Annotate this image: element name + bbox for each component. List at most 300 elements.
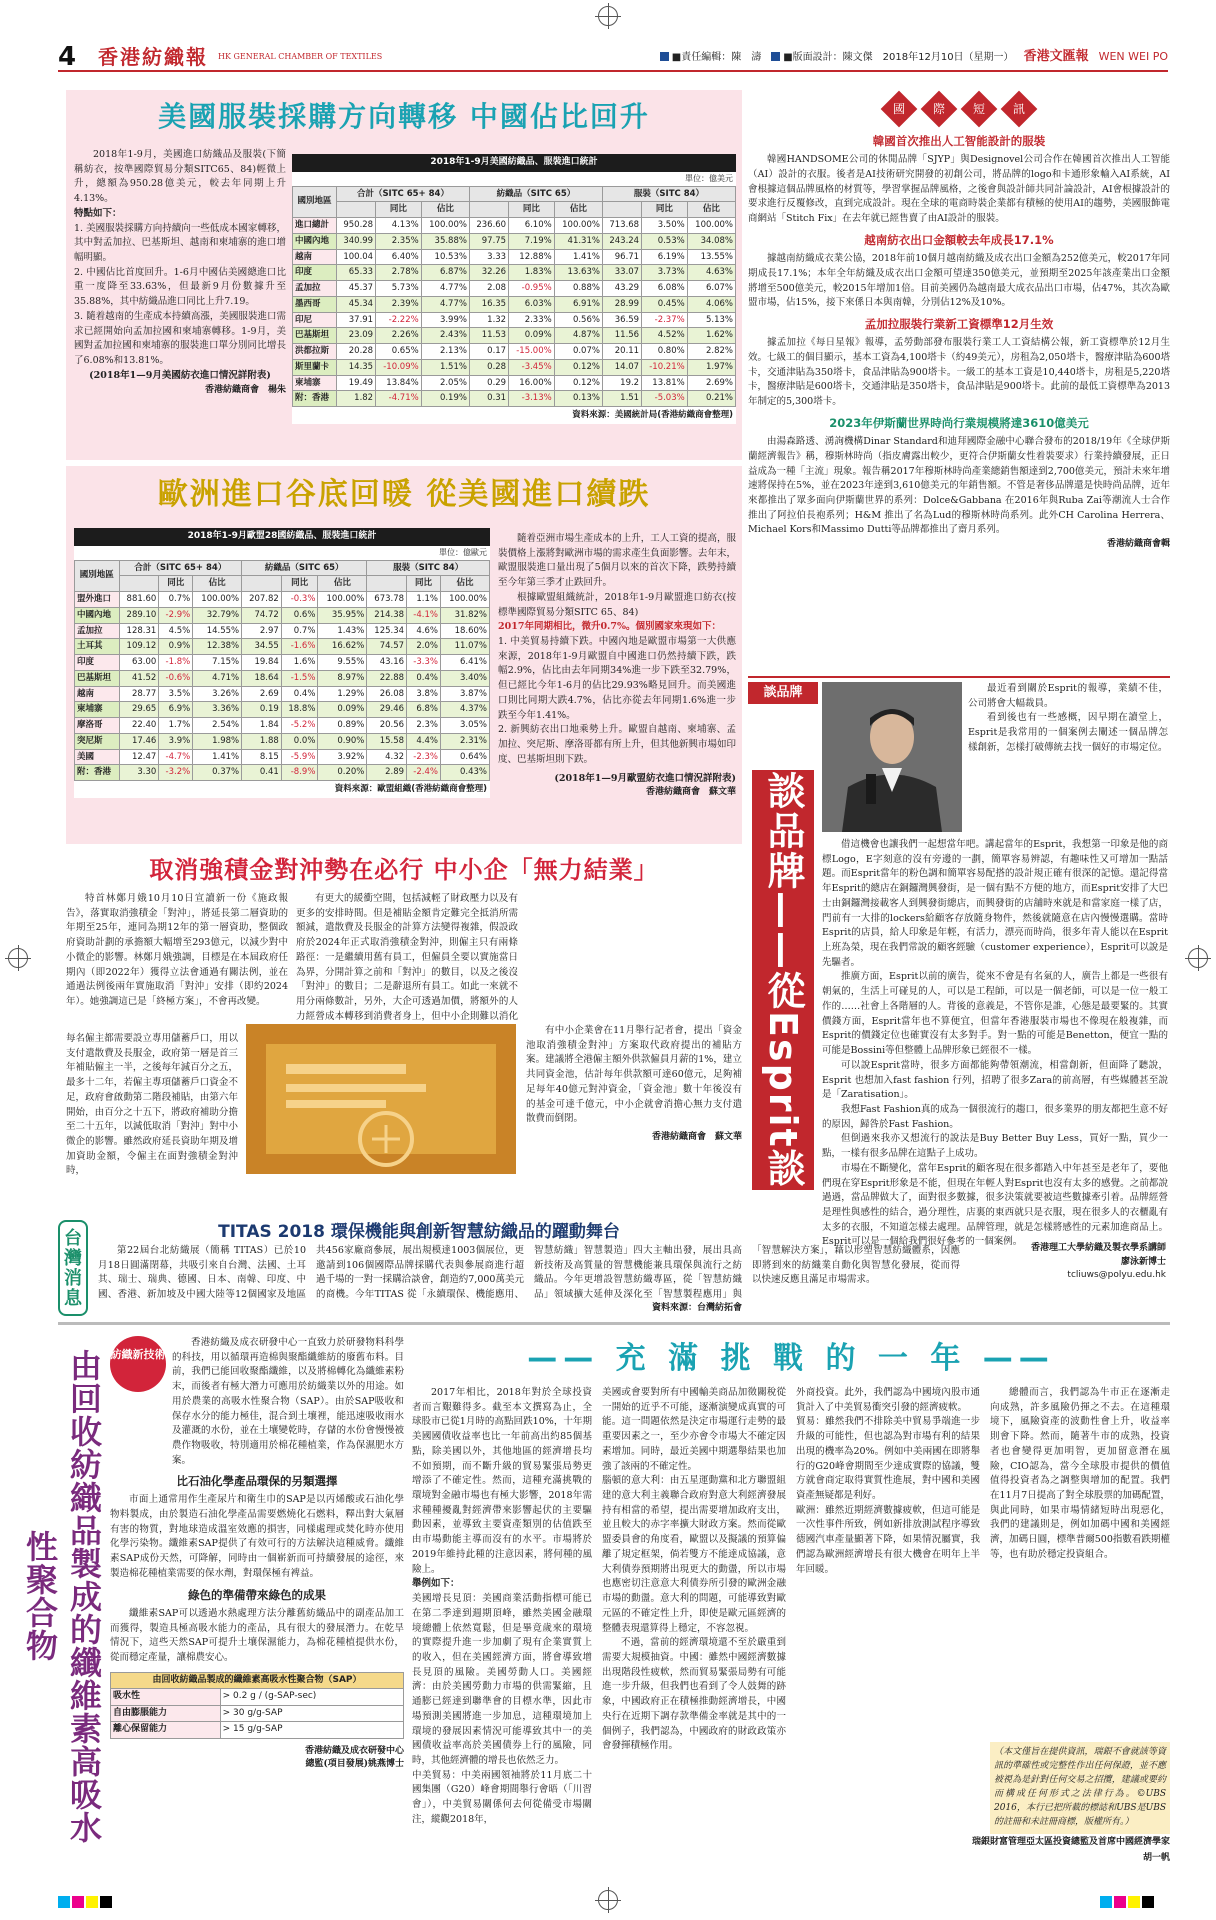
table-cell: 3.30 xyxy=(119,765,159,781)
recycle-vertical-title: 由回收紡織品製成的纖維素高吸水性聚合物 xyxy=(21,1348,103,1844)
table-cell: 6.07% xyxy=(687,281,735,297)
recycle-sub-1: 比石油化學產品環保的另類選擇 xyxy=(176,1474,338,1488)
color-strip-cyan xyxy=(58,1896,70,1908)
table-cell: 6.40% xyxy=(376,249,422,265)
table-cell: 0.07% xyxy=(554,344,602,360)
table-cell: 4.32 xyxy=(367,749,407,765)
table-cell: 12.88% xyxy=(509,249,555,265)
table-header-group: 紡織品（SITC 65） xyxy=(242,560,367,576)
table-cell: 3.40% xyxy=(440,670,489,686)
table-cell: 4.6% xyxy=(407,623,441,639)
table-cell: 2.35% xyxy=(376,233,422,249)
table-cell: 附：香港 xyxy=(293,391,337,407)
table-row xyxy=(293,218,736,234)
challenge-col1c: 中美貿易：中美兩國領袖將於11月底二十國集團（G20）峰會期間舉行會晤（「川習會」），中美貿易關係何去何從備受市場關注，縱觀2018年， xyxy=(412,1769,592,1825)
table-cell: 巴基斯坦 xyxy=(293,328,337,344)
table-cell: 37.91 xyxy=(336,312,375,328)
table-cell: 6.9% xyxy=(159,702,193,718)
table-cell: 74.72 xyxy=(242,607,282,623)
table-cell: -3.2% xyxy=(159,765,193,781)
eu-item-1: 1. 中美貿易持續下跌。中國內地是歐盟市場第一大供應來源，2018年1-9月歐盟自中國進口仍然持續下跌，跌幅2.9%，佔比由去年同期34%進一步下跌至32.79%，但已經比今年1-6月的佔比29.93%略見回升。而美國進口則比同期大跌4.7%，佔比亦從去年同期1.6%進一步跌至今年1.41%。 xyxy=(498,636,736,721)
table-cell: 1.51 xyxy=(602,391,641,407)
table-cell: 11.53 xyxy=(469,328,508,344)
table-header-sub xyxy=(119,576,159,592)
table-header-sub: 同比 xyxy=(376,202,422,218)
table-cell: 32.79% xyxy=(193,607,242,623)
news-body-3: 據孟加拉《每日星報》報導，孟勞動部發布服裝行業工人工資結構公報，新工資標準於12月生效。七級工的個目顯示，基本工資為4,100塔卡（約49美元），房租為2,050塔卡，醫療津貼為600塔卡，交通津貼為350塔卡，食品津貼為900塔卡。一級工的基本工資是10,440塔卡，房租是5,220塔卡，醫療津貼是600塔卡，交通津貼是350塔卡，食品津貼是900塔卡。此前的最低工資標準為2013年制定的5,300塔卡。 xyxy=(748,337,1170,408)
taiwan-news xyxy=(58,1220,960,1316)
table-cell: 6.10% xyxy=(509,218,555,234)
table-cell: -2.3% xyxy=(407,749,441,765)
square-icon xyxy=(771,52,780,61)
color-strip-cyan-2 xyxy=(1100,1896,1112,1908)
challenge-author: 胡一帆 xyxy=(1142,1853,1170,1863)
table-cell: 41.31% xyxy=(554,233,602,249)
table-row xyxy=(75,623,490,639)
table-cell: 0.90% xyxy=(318,733,367,749)
table-cell: 125.34 xyxy=(367,623,407,639)
table-cell: 14.35 xyxy=(336,359,375,375)
eu-article xyxy=(66,466,742,844)
table-cell: 18.8% xyxy=(281,702,318,718)
table-cell: 6.8% xyxy=(407,702,441,718)
recycle-intro: 香港紡織及成衣研發中心一直致力於研發物料科學的科技，用以循環再造棉與聚酯纖維紡的廢舊布料。目前，我們已能回收聚酯纖維，以及將棉轉化為纖維素粉末，而後者有極大潛力可應用於紡織業以外的用途。如用於農業的高吸水性聚合物（SAP）。由於SAP吸收和保存水分的能力極佳，混合到土壤裡，能迅速吸收雨水及灌溉的水份，並在土壤變乾時，存儲的水份會慢慢被農作物吸收，特別適用於棉花種植業，作為保濕肥水方案。 xyxy=(172,1337,404,1466)
table-cell: 19.49 xyxy=(336,375,375,391)
brand-author-title: 香港理工大學紡織及製衣學系講師 xyxy=(1030,1243,1166,1253)
sap-row-label: 吸水性 xyxy=(111,1689,221,1706)
challenge-author-org: 瑞銀財富管理亞太區投資總監及首席中國經濟學家 xyxy=(971,1837,1170,1847)
table-cell: 0.7% xyxy=(281,623,318,639)
table-cell: 0.4% xyxy=(407,670,441,686)
table-cell: 1.6% xyxy=(281,655,318,671)
table-cell: 3.73% xyxy=(642,265,688,281)
table-cell: 0.43% xyxy=(440,765,489,781)
table-cell: 0.17 xyxy=(469,344,508,360)
table-cell: 0.53% xyxy=(642,233,688,249)
registration-mark-left xyxy=(8,948,28,968)
table-cell: 4.06% xyxy=(687,296,735,312)
us-table xyxy=(292,186,736,408)
recycle-divider xyxy=(58,1322,1170,1325)
table-row xyxy=(75,655,490,671)
us-table-unit: 單位：億美元 xyxy=(292,172,736,186)
table-cell: 0.29 xyxy=(469,375,508,391)
table-cell: 12.38% xyxy=(193,639,242,655)
table-cell: 3.26% xyxy=(193,686,242,702)
square-icon xyxy=(660,52,669,61)
registration-mark-right xyxy=(1188,948,1208,968)
table-cell: 美國 xyxy=(75,749,120,765)
table-cell: 100.00% xyxy=(440,592,489,608)
table-header-sub: 同比 xyxy=(642,202,688,218)
table-row xyxy=(293,233,736,249)
table-cell: 19.2 xyxy=(602,375,641,391)
table-cell: 3.05% xyxy=(440,718,489,734)
eu-article-text xyxy=(498,532,736,800)
table-cell: 10.53% xyxy=(421,249,469,265)
table-cell: 43.29 xyxy=(602,281,641,297)
taiwan-badge: 台灣消息 xyxy=(58,1220,88,1316)
table-cell: 16.62% xyxy=(318,639,367,655)
table-row xyxy=(75,749,490,765)
international-badge: 國 際 短 訊 xyxy=(748,90,1170,128)
table-cell: 斯里蘭卡 xyxy=(293,359,337,375)
table-cell: 柬埔寨 xyxy=(293,375,337,391)
sap-row-value: > 0.2 g / (g-SAP-sec) xyxy=(220,1689,403,1706)
taiwan-body: 第22屆台北紡織展（簡稱 TITAS）已於10月18日圓滿閉幕，共吸引來自台灣、法國、土耳其、瑞士、瑞典、德國、日本、南韓、印度、中國、香港、新加坡及中國大陸等12個國家及地區共456家廠商參展，展出規模達1003個展位，更邀請到106個國際品牌採購代表與參展商進行超過千場的一對一採購洽談會，創造約7,000萬美元的商機。今年TITAS 從「永續環保、機能應用、智慧紡織」智慧製造」四大主軸出發，展出具高新技術及高質量的智慧機能兼具環保與流行之紡織品。今年更增設智慧紡織專區，從「智慧紡織品」領域擴大延伸及深化至「智慧製程應用」與「智慧解決方案」，藉以形塑智慧紡織體系，因應即將到來的紡織業自動化與智慧化發展，從而得以快速反應且滿足市場需求。 xyxy=(98,1245,960,1301)
table-cell: 1.84 xyxy=(242,718,282,734)
table-cell: 4.4% xyxy=(407,733,441,749)
masthead: 香港紡織報 xyxy=(98,45,208,69)
table-cell: 0.37% xyxy=(193,765,242,781)
table-cell: 12.47 xyxy=(119,749,159,765)
table-cell: 2.26% xyxy=(376,328,422,344)
table-cell: -0.6% xyxy=(159,670,193,686)
table-cell: 950.28 xyxy=(336,218,375,234)
table-cell: -1.5% xyxy=(281,670,318,686)
table-cell: 2.69 xyxy=(242,686,282,702)
table-cell: 0.80% xyxy=(642,344,688,360)
table-cell: 100.04 xyxy=(336,249,375,265)
table-row xyxy=(75,733,490,749)
eu-article-title: 歐洲進口谷底回暖 從美國進口續跌 xyxy=(157,477,651,512)
table-cell: 29.46 xyxy=(367,702,407,718)
table-cell: 3.33 xyxy=(469,249,508,265)
table-cell: 2.05% xyxy=(421,375,469,391)
table-cell: -1.8% xyxy=(159,655,193,671)
table-cell: 0.9% xyxy=(159,639,193,655)
table-header-sub xyxy=(336,202,375,218)
table-row xyxy=(293,281,736,297)
us-article-title: 美國服裝採購方向轉移 中國佔比回升 xyxy=(158,100,650,133)
table-cell: 41.52 xyxy=(119,670,159,686)
table-cell: 96.71 xyxy=(602,249,641,265)
color-strip-magenta xyxy=(72,1896,84,1908)
table-cell: 100.00% xyxy=(421,218,469,234)
table-cell: -3.3% xyxy=(407,655,441,671)
editor-credit: ■責任編輯：陳 濤 xyxy=(660,50,761,65)
table-cell: 29.65 xyxy=(119,702,159,718)
table-cell: 0.7% xyxy=(159,592,193,608)
table-cell: 11.07% xyxy=(440,639,489,655)
table-cell: 土耳其 xyxy=(75,639,120,655)
challenge-col-2 xyxy=(602,1386,786,1754)
eu-table xyxy=(74,560,490,782)
header-credits xyxy=(660,47,1168,67)
table-header-group: 服裝（SITC 84） xyxy=(602,186,735,202)
mpf-article xyxy=(66,852,742,1216)
recycle-author: 香港紡織及成衣研發中心 xyxy=(304,1745,404,1756)
table-cell: 1.41% xyxy=(193,749,242,765)
table-row xyxy=(293,328,736,344)
table-cell: 26.08 xyxy=(367,686,407,702)
table-cell: 0.89% xyxy=(318,718,367,734)
table-cell: 2.43% xyxy=(421,328,469,344)
table-cell: 印尼 xyxy=(293,312,337,328)
challenge-article xyxy=(412,1336,1170,1876)
brand-email[interactable]: tcliuws@polyu.edu.hk xyxy=(1067,1270,1166,1280)
us-author: 香港紡織商會 楊朱 xyxy=(204,384,286,395)
table-cell: 0.6% xyxy=(281,607,318,623)
news-author: 香港紡織商會輯 xyxy=(1106,539,1170,550)
paper-name-en: WEN WEI PO xyxy=(1098,49,1168,63)
news-body-1: 韓國HANDSOME公司的休閒品牌「SJYP」與Designovel公司合作在韓國首次推出人工智能（AI）設計的衣服。後者是AI技術研究開發的初創公司，將品牌的logo和卡通形象輸入AI系統，AI會根據這個品牌風格的材質等，學習掌握品牌風格，之後會與設計師共同計論設計，AI會根據設計的要求進行反覆修改，直到完成設計。現在全球的電商時裝企業都有積極的使用AI的趨勢，美國服飾電商網站「Stitch Fix」在去年就已經售賣了由AI設計的服裝。 xyxy=(748,154,1170,225)
table-header-country: 國別地區 xyxy=(293,186,337,218)
table-cell: 0.19 xyxy=(242,702,282,718)
table-cell: -5.03% xyxy=(642,391,688,407)
us-item-1: 1. 美國服裝採購方向持續向一些低成本國家轉移，其中對孟加拉、巴基斯坦、越南和柬埔寨的進口增幅明顯。 xyxy=(74,222,286,264)
table-row xyxy=(293,359,736,375)
table-cell: 柬埔寨 xyxy=(75,702,120,718)
table-cell: 0.88% xyxy=(554,281,602,297)
table-cell: 3.9% xyxy=(159,733,193,749)
table-cell: 5.13% xyxy=(687,312,735,328)
table-cell: 1.32 xyxy=(469,312,508,328)
table-cell: 18.64 xyxy=(242,670,282,686)
author-portrait xyxy=(822,682,962,832)
table-cell: 1.43% xyxy=(318,623,367,639)
sap-table-caption: 由回收紡織品製成的纖維素高吸水性聚合物（SAP） xyxy=(111,1672,404,1689)
table-cell: -2.37% xyxy=(642,312,688,328)
news-title-3: 孟加拉服裝行業新工資標準12月生效 xyxy=(864,316,1054,331)
us-article-text xyxy=(74,148,286,397)
table-cell: 4.52% xyxy=(642,328,688,344)
table-cell: 2.54% xyxy=(193,718,242,734)
table-cell: 中國內地 xyxy=(75,607,120,623)
table-cell: 100.00% xyxy=(554,218,602,234)
brand-text-body xyxy=(822,838,1168,1260)
table-cell: 2.97 xyxy=(242,623,282,639)
mpf-col-3 xyxy=(526,1024,742,1145)
sap-row-label: 離心保留能力 xyxy=(111,1722,221,1739)
table-header-sub xyxy=(367,576,407,592)
table-cell: 1.29% xyxy=(318,686,367,702)
table-cell: 越南 xyxy=(293,249,337,265)
table-row xyxy=(293,391,736,407)
table-cell: -2.9% xyxy=(159,607,193,623)
table-row xyxy=(75,702,490,718)
table-cell: 0.19% xyxy=(421,391,469,407)
table-cell: 236.60 xyxy=(469,218,508,234)
table-cell: 2.89 xyxy=(367,765,407,781)
table-header-group: 服裝（SITC 84） xyxy=(367,560,490,576)
issue-date: 2018年12月10日（星期一） xyxy=(882,51,1014,63)
table-cell: 4.13% xyxy=(376,218,422,234)
table-row xyxy=(293,375,736,391)
eu-table-source: 資料來源：歐盟組織(香港紡織商會整理) xyxy=(74,781,490,798)
table-cell: 1.98% xyxy=(193,733,242,749)
mpf-col3-text: 有中小企業會在11月舉行記者會，提出「資金池取消強積金對沖」方案取代政府提出的補貼方案。建議將全港僱主額外供款僱員月薪的1%，建立共同資金池，估計每年供款額可達60億元，足夠補足每年40億元對沖資金，「資金池」數十年後沒有的基金可達千億元，中小企就會消擔心無力支付遣散費而倒閉。 xyxy=(526,1025,742,1125)
us-article xyxy=(66,90,742,460)
portrait-photo-icon xyxy=(822,682,962,832)
table-cell: 印度 xyxy=(293,265,337,281)
table-cell: 13.55% xyxy=(687,249,735,265)
table-cell: 128.31 xyxy=(119,623,159,639)
table-header-sub: 同比 xyxy=(281,576,318,592)
table-cell: 34.55 xyxy=(242,639,282,655)
table-cell: -4.7% xyxy=(159,749,193,765)
table-cell: 4.63% xyxy=(687,265,735,281)
table-cell: 0.31 xyxy=(469,391,508,407)
table-cell: 340.99 xyxy=(336,233,375,249)
table-cell: 35.88% xyxy=(421,233,469,249)
table-cell: 7.15% xyxy=(193,655,242,671)
eu-para-2: 根據歐盟組織統計，2018年1-9月歐盟進口紡衣(按標準國際貿易分類SITC 65、84) xyxy=(498,591,736,618)
table-cell: 207.82 xyxy=(242,592,282,608)
table-cell: 0.13% xyxy=(554,391,602,407)
challenge-col3: 外商投資。此外，我們認為中國境內股市通貨計入了中美貿易衝突引發的經濟疲軟。 xyxy=(796,1387,980,1413)
table-cell: 14.55% xyxy=(193,623,242,639)
table-row xyxy=(293,312,736,328)
registration-mark-bottom xyxy=(598,1890,618,1910)
international-news xyxy=(748,90,1170,670)
news-title-2: 越南紡衣出口金額較去年成長17.1% xyxy=(864,232,1054,247)
color-strip-yellow xyxy=(86,1896,98,1908)
sap-row-value: > 30 g/g-SAP xyxy=(220,1705,403,1722)
brand-para-7: 但倒過來我亦又想流行的說法是Buy Better Buy Less，買好一點，買少一點，一樣有很多品牌在這點子上成功。 xyxy=(822,1133,1168,1160)
table-header-sub: 佔比 xyxy=(193,576,242,592)
table-cell: 3.5% xyxy=(159,686,193,702)
challenge-col3b: 貿易：雖然我們不排除美中貿易爭端進一步升級的可能性，但也認為對市場有利的結果出現的機率為20%。例如中美兩國在即將舉行的G20峰會期間至少達成實際的協議，雙方就會商定取得實質性進展，對中國和美國資產無疑都是利好。 xyxy=(796,1416,980,1502)
table-cell: 32.26 xyxy=(469,265,508,281)
table-cell: 盟外進口 xyxy=(75,592,120,608)
table-cell: 6.87% xyxy=(421,265,469,281)
table-cell: 17.46 xyxy=(119,733,159,749)
table-cell: -4.1% xyxy=(407,607,441,623)
table-cell: 6.41% xyxy=(440,655,489,671)
table-cell: -0.3% xyxy=(281,592,318,608)
us-para: 2018年1-9月，美國進口紡織品及服裝(下簡稱紡衣，按準國際貿易分類SITC65、84)輕微上升，總額為950.28億美元，較去年同期上升4.13%。 xyxy=(74,149,286,205)
table-cell: 1.83% xyxy=(509,265,555,281)
table-cell: 33.07 xyxy=(602,265,641,281)
registration-mark-top xyxy=(598,6,618,26)
table-cell: 20.28 xyxy=(336,344,375,360)
recycle-badge: 紡織新技術 xyxy=(110,1336,166,1392)
mpf-col-1 xyxy=(66,892,288,1010)
table-cell: 35.95% xyxy=(318,607,367,623)
table-cell: 4.77% xyxy=(421,281,469,297)
table-cell: 3.99% xyxy=(421,312,469,328)
eu-table-wrap xyxy=(74,528,490,798)
table-cell: 7.19% xyxy=(509,233,555,249)
table-cell: 6.91% xyxy=(554,296,602,312)
table-header-sub: 同比 xyxy=(407,576,441,592)
table-cell: 289.10 xyxy=(119,607,159,623)
table-cell: 0.41 xyxy=(242,765,282,781)
table-cell: 97.75 xyxy=(469,233,508,249)
brand-para-1: 最近看到關於Esprit的報導，業績不佳，公司將會大幅裁員。 xyxy=(968,683,1168,709)
news-body-4: 由湯森路透、湧詢機構Dinar Standard和迪拜國際金融中心聯合發布的2018/19年《全球伊斯蘭經濟報告》稱，穆斯林時尚（指皮膚露出較少，更符合伊斯蘭女性着裝要求）行業持續發展，正日益成為一種「主流」現象。報告稱2017年穆斯林時尚產業總銷售額達到2,700億美元，預計未來年增速將保持在5%，並在2023年達到3,610億美元的年銷售額。不管是奢侈品牌還是快時尚品牌，近年來都推出了眾多面向伊斯蘭世界的系列：Dolce&Gabbana 在2016年與Ruba Zai等潮流人士合作推出了阿拉伯長袍系列；H&M 推出了名為Lud的穆斯林時尚系列。此外CH Carolina Herrera、Michael Kors和Massimo Dutti等品牌都推出了齋月系列。 xyxy=(748,436,1170,536)
table-cell: 2.31% xyxy=(440,733,489,749)
mpf-building-photo-icon xyxy=(246,1024,516,1174)
table-cell: 34.08% xyxy=(687,233,735,249)
table-cell: 2.0% xyxy=(407,639,441,655)
mpf-author: 香港紡織商會 蘇文華 xyxy=(651,1132,742,1143)
table-cell: 0.65% xyxy=(376,344,422,360)
table-cell: 15.58 xyxy=(367,733,407,749)
table-cell: 31.82% xyxy=(440,607,489,623)
table-row xyxy=(75,592,490,608)
table-header-sub: 佔比 xyxy=(318,576,367,592)
table-cell: 洪都拉斯 xyxy=(293,344,337,360)
sap-table xyxy=(110,1672,404,1739)
eu-highlight: 2017年同期相比，微升0.7%。個別國家來現如下： xyxy=(498,621,721,633)
masthead-sub: HK GENERAL CHAMBER OF TEXTILES xyxy=(218,51,383,61)
mpf-col2-text: 有更大的緩衝空間，包括減輕了財政壓力以及有更多的安排時間。但是補貼金額肯定難完全抵消所需額減，遣散費及長服金的計算方法變得複雜，假設政府於2024年正式取消強積金對沖，則僱主只有兩條路徑：一是繼續用舊有員工，但僱員全要以實施當日為界，分開計算之前和「對沖」的數目，以及之後沒「對沖」的數目；二是辭退所有員工。如此一來就不用分兩條數計，另外，大企可透過加價，將額外的人力經營成本轉移到消費者身上，但中小企則難以消化 xyxy=(296,893,518,1022)
table-row xyxy=(75,670,490,686)
challenge-col-4 xyxy=(990,1386,1170,1563)
brand-para-8: 市場在不斷變化，當年Esprit的顧客現在很多都踏入中年甚至是老年了，要他們現在穿Esprit形象是不能，但現在年輕人對Esprit也沒有太多的感覺。之前都說過過，當品牌做大了，面對很多數據，很多決策就要被這些數據牽引着。品牌經營是理性與感性的結合，過分理性，店裏的東西就只是衣服，現在很多人的衣櫃亂有太多的衣服，不知道怎樣去處理。品牌管理，就是怎樣將感性的元素加進商品上。Esprit可以是一個給我們很好參考的一個案例。 xyxy=(822,1162,1168,1248)
brand-para-6: 我想Fast Fashion真的成為一個很流行的趨口，很多業界的朋友都把生意不好的原因，歸咎於Fast Fashion。 xyxy=(822,1103,1168,1130)
table-cell: 243.24 xyxy=(602,233,641,249)
table-cell: 13.63% xyxy=(554,265,602,281)
table-cell: 36.59 xyxy=(602,312,641,328)
designer-credit: ■版面設計：陳文傑 xyxy=(771,50,872,65)
sap-row-value: > 15 g/g-SAP xyxy=(220,1722,403,1739)
table-cell: 45.37 xyxy=(336,281,375,297)
news-title-1: 韓國首次推出人工智能設計的服裝 xyxy=(872,134,1046,148)
table-cell: 673.78 xyxy=(367,592,407,608)
table-cell: 1.1% xyxy=(407,592,441,608)
table-cell: 越南 xyxy=(75,686,120,702)
table-cell: 2.82% xyxy=(687,344,735,360)
us-caption: (2018年1—9月美國紡衣進口情況詳附表) xyxy=(89,369,271,381)
table-cell: 0.20% xyxy=(318,765,367,781)
table-cell: 6.19% xyxy=(642,249,688,265)
challenge-title: —— 充 滿 挑 戰 的 一 年 —— xyxy=(527,1341,1055,1376)
mpf-col-2 xyxy=(296,892,518,1039)
table-cell: 摩洛哥 xyxy=(75,718,120,734)
table-cell: -3.13% xyxy=(509,391,555,407)
table-cell: 1.7% xyxy=(159,718,193,734)
table-row xyxy=(293,249,736,265)
us-table-source: 資料來源：美國統計局(香港紡織商會整理) xyxy=(292,407,736,424)
table-header-sub: 佔比 xyxy=(440,576,489,592)
table-header-country: 國別地區 xyxy=(75,560,120,592)
table-cell: 0.45% xyxy=(642,296,688,312)
table-cell: 14.07 xyxy=(602,359,641,375)
table-cell: 8.15 xyxy=(242,749,282,765)
table-header-sub: 佔比 xyxy=(554,202,602,218)
challenge-col1: 2017年相比，2018年對於全球投資者而言艱難得多。截至本文撰寫為止，全球股市已從1月時的高點回跌10%，十年期美國國債收益率也比一年前高出約85個基點，除美國以外，其他地區的經濟增長均不如預期，而不斷升級的貿易緊張局勢更增添了不確定性。然而，這種充滿挑戰的環境對金融市場也有極大影響，2018年需求種種擾亂對經濟帶來影響起伏的主要驅動因素，並導致主要資產類別的估值跌至由市場動能主導而沒有的水平。市場將於2019年維持此種的注意因素，將何種的風險上。 xyxy=(412,1387,592,1575)
eu-author: 香港紡織商會 蘇文華 xyxy=(645,787,736,798)
table-cell: 1.41% xyxy=(554,249,602,265)
table-cell: 713.68 xyxy=(602,218,641,234)
table-cell: -8.9% xyxy=(281,765,318,781)
table-cell: 1.82 xyxy=(336,391,375,407)
color-strip-yellow-2 xyxy=(1128,1896,1140,1908)
table-cell: 5.73% xyxy=(376,281,422,297)
table-cell: 中國內地 xyxy=(293,233,337,249)
table-cell: 0.28 xyxy=(469,359,508,375)
brand-text-top xyxy=(968,682,1168,756)
table-row xyxy=(75,639,490,655)
table-header-group: 紡織品（SITC 65） xyxy=(469,186,602,202)
table-cell: 1.97% xyxy=(687,359,735,375)
table-cell: 43.16 xyxy=(367,655,407,671)
table-cell: -10.21% xyxy=(642,359,688,375)
taiwan-title: TITAS 2018 環保機能與創新智慧紡織品的躍動舞台 xyxy=(218,1222,620,1242)
challenge-col2b: 腦頓的意大利：由五星運動黨和北方聯盟組建的意大利主義聯合政府對意大利經濟發展持有相當的希望，提出需要增加政府支出，並且較大的赤字率擴大財政方案。然而從歐盟委員會的角度看，歐盟以及擬議的預算偏離了規定框架，倘若雙方不能達成協議，意大利債券預期將出現更大的動盪，所以市場也應密切注意意大利債券所引發的歐洲金融市場的動盪。意大利的問題，可能導致對歐元區的不確定性上升，即使是歐元區經濟的整體表現還算得上穩定，不容忽視。 xyxy=(602,1475,786,1634)
table-cell: 18.60% xyxy=(440,623,489,639)
table-header-sub xyxy=(242,576,282,592)
table-cell: 20.11 xyxy=(602,344,641,360)
table-cell: 109.12 xyxy=(119,639,159,655)
table-cell: 28.77 xyxy=(119,686,159,702)
table-cell: 19.84 xyxy=(242,655,282,671)
eu-para-1: 隨着亞洲市場生產成本的上升，工人工資的提高，服裝價格上漲將對歐洲市場的需求產生負面影響。去年末，歐盟服裝進口量出現了5個月以來的首次下降，跌勢持續至今年第三季才止跌回升。 xyxy=(498,533,736,589)
table-header-sub xyxy=(602,202,641,218)
